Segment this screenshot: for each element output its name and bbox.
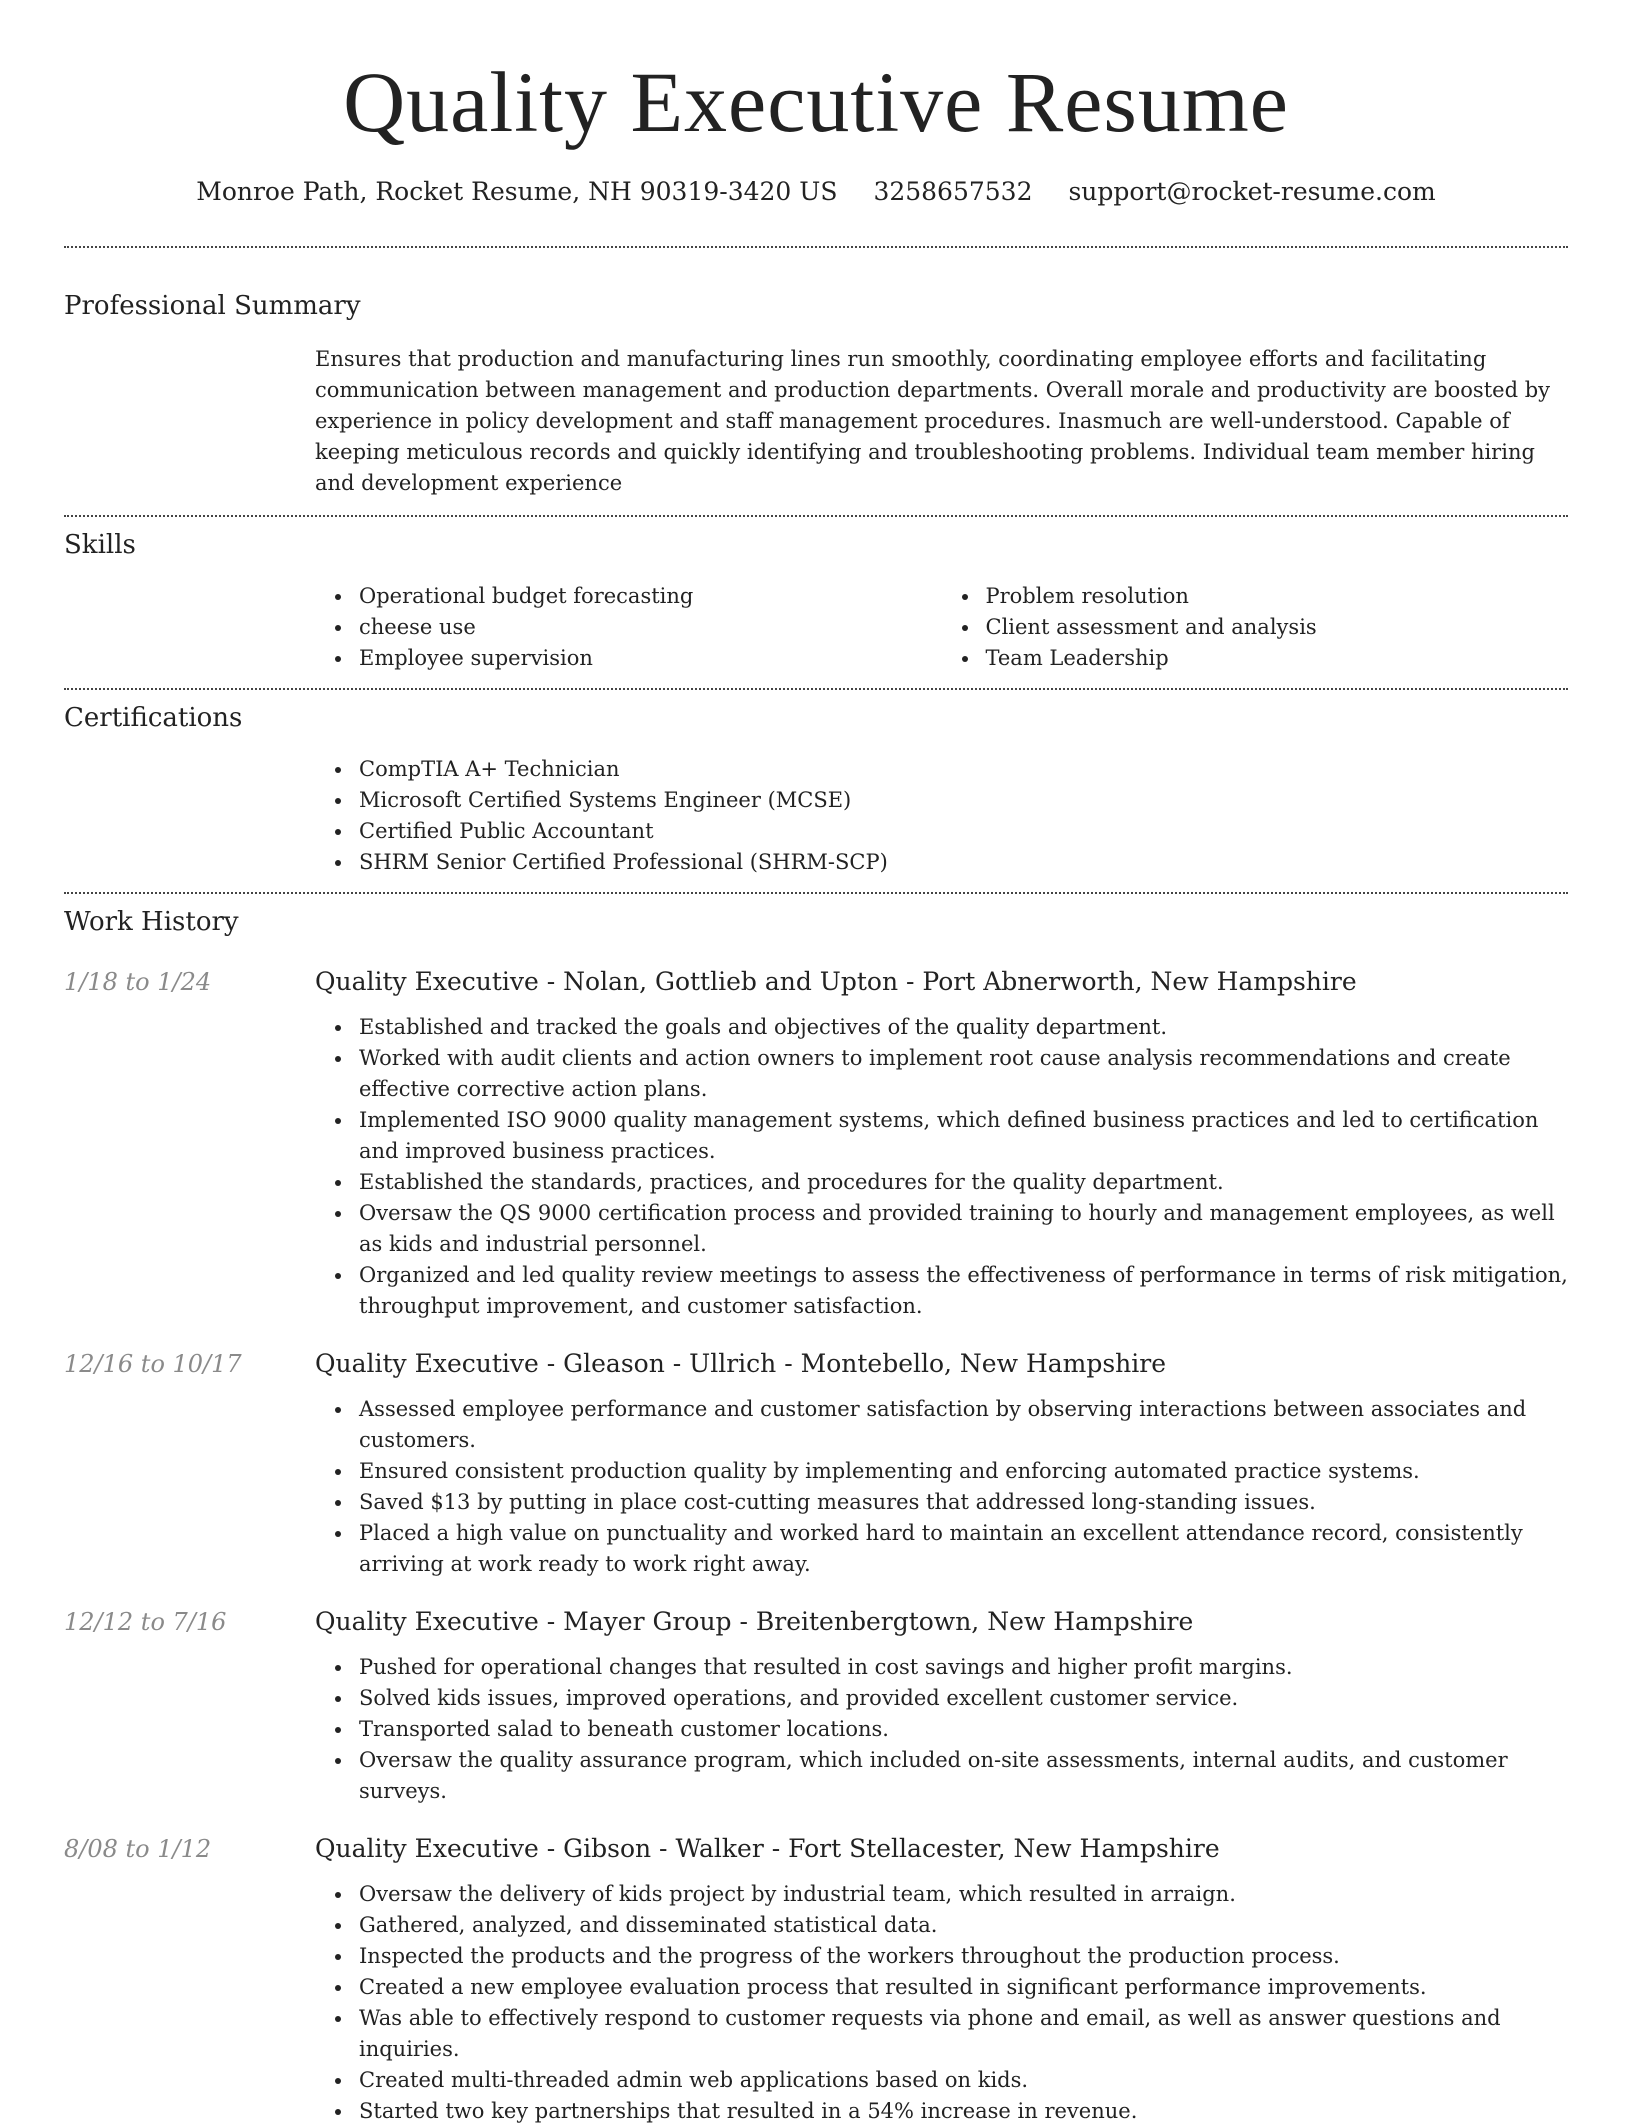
certifications-heading: Certifications (64, 703, 243, 733)
job-bullets (315, 1394, 1568, 1580)
job-bullet: Saved $13 by putting in place cost-cutting measures that addressed long-standing issues. (359, 1487, 1568, 1518)
contact-address: Monroe Path, Rocket Resume, NH 90319-3420 US (196, 177, 838, 206)
job-dates: 8/08 to 1/12 (64, 1835, 212, 1863)
job-entry (64, 1606, 1568, 1807)
job-details (315, 966, 1568, 1322)
work-history-heading: Work History (64, 907, 239, 937)
job-bullet: Started two key partnerships that resulted in a 54% increase in revenue. (359, 2096, 1568, 2127)
job-bullet: Placed a high value on punctuality and worked hard to maintain an excellent attendance record, consistently arriving at work ready to work right away. (359, 1518, 1568, 1580)
skill-item: Employee supervision (359, 643, 942, 674)
summary-heading: Professional Summary (64, 291, 361, 321)
job-bullet: Inspected the products and the progress of the workers throughout the production process. (359, 1941, 1568, 1972)
section-divider (64, 515, 1568, 517)
certification-item: SHRM Senior Certified Professional (SHRM-SCP) (359, 847, 1568, 878)
job-details (315, 1606, 1568, 1807)
job-heading: Quality Executive - Gibson - Walker - Fort Stellacester, New Hampshire (315, 1834, 1220, 1863)
job-bullet: Assessed employee performance and customer satisfaction by observing interactions between associates and customers. (359, 1394, 1568, 1456)
job-bullet: Oversaw the quality assurance program, which included on-site assessments, internal audits, and customer surveys. (359, 1745, 1568, 1807)
job-bullet: Organized and led quality review meetings to assess the effectiveness of performance in terms of risk mitigation, throughput improvement, and customer satisfaction. (359, 1260, 1568, 1322)
job-entry (64, 1348, 1568, 1580)
certifications-list (315, 754, 1568, 878)
job-heading: Quality Executive - Nolan, Gottlieb and Upton - Port Abnerworth, New Hampshire (315, 967, 1357, 996)
job-bullets (315, 1652, 1568, 1807)
job-entry (64, 1833, 1568, 2127)
job-heading: Quality Executive - Mayer Group - Breitenbergtown, New Hampshire (315, 1607, 1194, 1636)
skills-column-right (942, 581, 1569, 674)
job-bullet: Transported salad to beneath customer locations. (359, 1714, 1568, 1745)
job-bullet: Implemented ISO 9000 quality management systems, which defined business practices and led to certification and improved business practices. (359, 1105, 1568, 1167)
job-bullet: Pushed for operational changes that resulted in cost savings and higher profit margins. (359, 1652, 1568, 1683)
job-dates: 12/12 to 7/16 (64, 1608, 227, 1636)
job-dates: 12/16 to 10/17 (64, 1350, 242, 1378)
job-bullet: Established and tracked the goals and objectives of the quality department. (359, 1012, 1568, 1043)
job-bullet: Created multi-threaded admin web applications based on kids. (359, 2065, 1568, 2096)
skill-item: Client assessment and analysis (986, 612, 1569, 643)
job-bullet: Worked with audit clients and action owners to implement root cause analysis recommendations and create effective corrective action plans. (359, 1043, 1568, 1105)
job-bullets (315, 1879, 1568, 2127)
job-bullet: Created a new employee evaluation process that resulted in significant performance improvements. (359, 1972, 1568, 2003)
job-entry (64, 966, 1568, 1322)
skill-item: Operational budget forecasting (359, 581, 942, 612)
resume-title: Quality Executive Resume (343, 54, 1289, 150)
job-bullet: Solved kids issues, improved operations, and provided excellent customer service. (359, 1683, 1568, 1714)
contact-line (64, 176, 1568, 208)
skills-heading: Skills (64, 530, 136, 560)
job-details (315, 1348, 1568, 1580)
job-bullet: Gathered, analyzed, and disseminated statistical data. (359, 1910, 1568, 1941)
summary-text: Ensures that production and manufacturing lines run smoothly, coordinating employee efforts and facilitating communication between management and production departments. Overall morale and productivity are boosted by experience in policy development and staff management procedures. Inasmuch are well-understood. Capable of keeping meticulous records and quickly identifying and troubleshooting problems. Individual team member hiring and development experience (315, 347, 1551, 495)
job-bullet: Ensured consistent production quality by implementing and enforcing automated practice systems. (359, 1456, 1568, 1487)
certification-item: Microsoft Certified Systems Engineer (MCSE) (359, 785, 1568, 816)
certification-item: CompTIA A+ Technician (359, 754, 1568, 785)
skills-column-left (315, 581, 942, 674)
job-bullets (315, 1012, 1568, 1322)
certification-item: Certified Public Accountant (359, 816, 1568, 847)
section-divider (64, 246, 1568, 248)
skill-item: Problem resolution (986, 581, 1569, 612)
job-heading: Quality Executive - Gleason - Ullrich - Montebello, New Hampshire (315, 1349, 1167, 1378)
skills-list (315, 581, 1568, 674)
section-divider (64, 892, 1568, 894)
job-bullet: Was able to effectively respond to customer requests via phone and email, as well as answer questions and inquiries. (359, 2003, 1568, 2065)
job-bullet: Oversaw the QS 9000 certification process and provided training to hourly and management employees, as well as kids and industrial personnel. (359, 1198, 1568, 1260)
certifications-items (315, 754, 1568, 878)
job-bullet: Oversaw the delivery of kids project by industrial team, which resulted in arraign. (359, 1879, 1568, 1910)
skill-item: Team Leadership (986, 643, 1569, 674)
job-dates: 1/18 to 1/24 (64, 968, 212, 996)
job-details (315, 1833, 1568, 2127)
resume-page (64, 0, 1568, 2127)
contact-phone: 3258657532 (873, 177, 1033, 206)
section-divider (64, 688, 1568, 690)
job-bullet: Established the standards, practices, and procedures for the quality department. (359, 1167, 1568, 1198)
skill-item: cheese use (359, 612, 942, 643)
contact-email: support@rocket-resume.com (1068, 177, 1436, 206)
